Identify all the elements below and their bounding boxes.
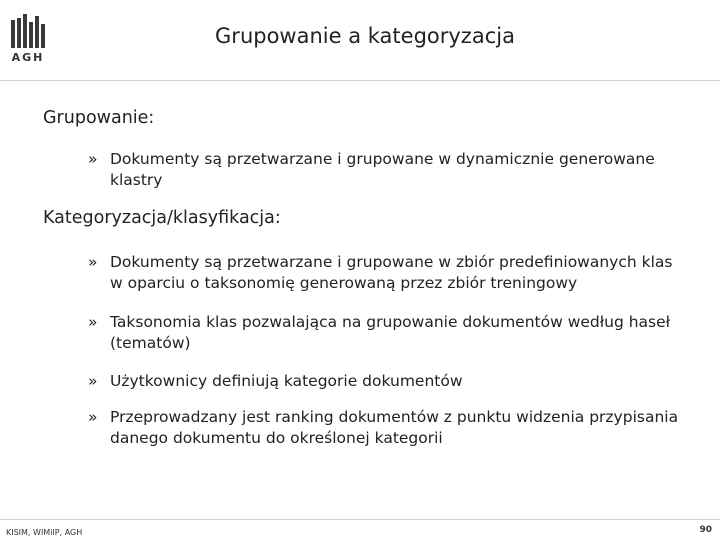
section-heading-kategoryzacja: Kategoryzacja/klasyfikacja: [43, 208, 281, 228]
bullet-text: Taksonomia klas pozwalająca na grupowanie dokumentów według haseł (tematów) [110, 313, 671, 352]
bullet-marker: » [88, 372, 98, 390]
slide-title: Grupowanie a kategoryzacja [215, 24, 515, 48]
bullet-text: Dokumenty są przetwarzane i grupowane w dynamicznie generowane klastry [110, 150, 655, 189]
bullet-item [88, 312, 688, 354]
footer-divider [0, 519, 720, 520]
bullet-marker: » [88, 408, 98, 426]
section-heading-grupowanie: Grupowanie: [43, 108, 155, 128]
bullet-text: Dokumenty są przetwarzane i grupowane w zbiór predefiniowanych klas w oparciu o taksonomię generowaną przez zbiór treningowy [110, 253, 673, 292]
bullet-marker: » [88, 150, 98, 168]
bullet-item [88, 407, 688, 449]
bullet-marker: » [88, 253, 98, 271]
bullet-text: Przeprowadzany jest ranking dokumentów z punktu widzenia przypisania danego dokumentu do określonej kategorii [110, 408, 679, 447]
bullet-item [88, 371, 688, 392]
bullet-marker: » [88, 313, 98, 331]
bullet-item [88, 149, 688, 191]
bullet-text: Użytkownicy definiują kategorie dokumentów [110, 372, 463, 390]
bullet-item [88, 252, 688, 294]
logo-text: AGH [11, 51, 45, 64]
footer-institution: KISIM, WIMiIP, AGH [6, 528, 83, 537]
page-number: 90 [699, 525, 712, 535]
